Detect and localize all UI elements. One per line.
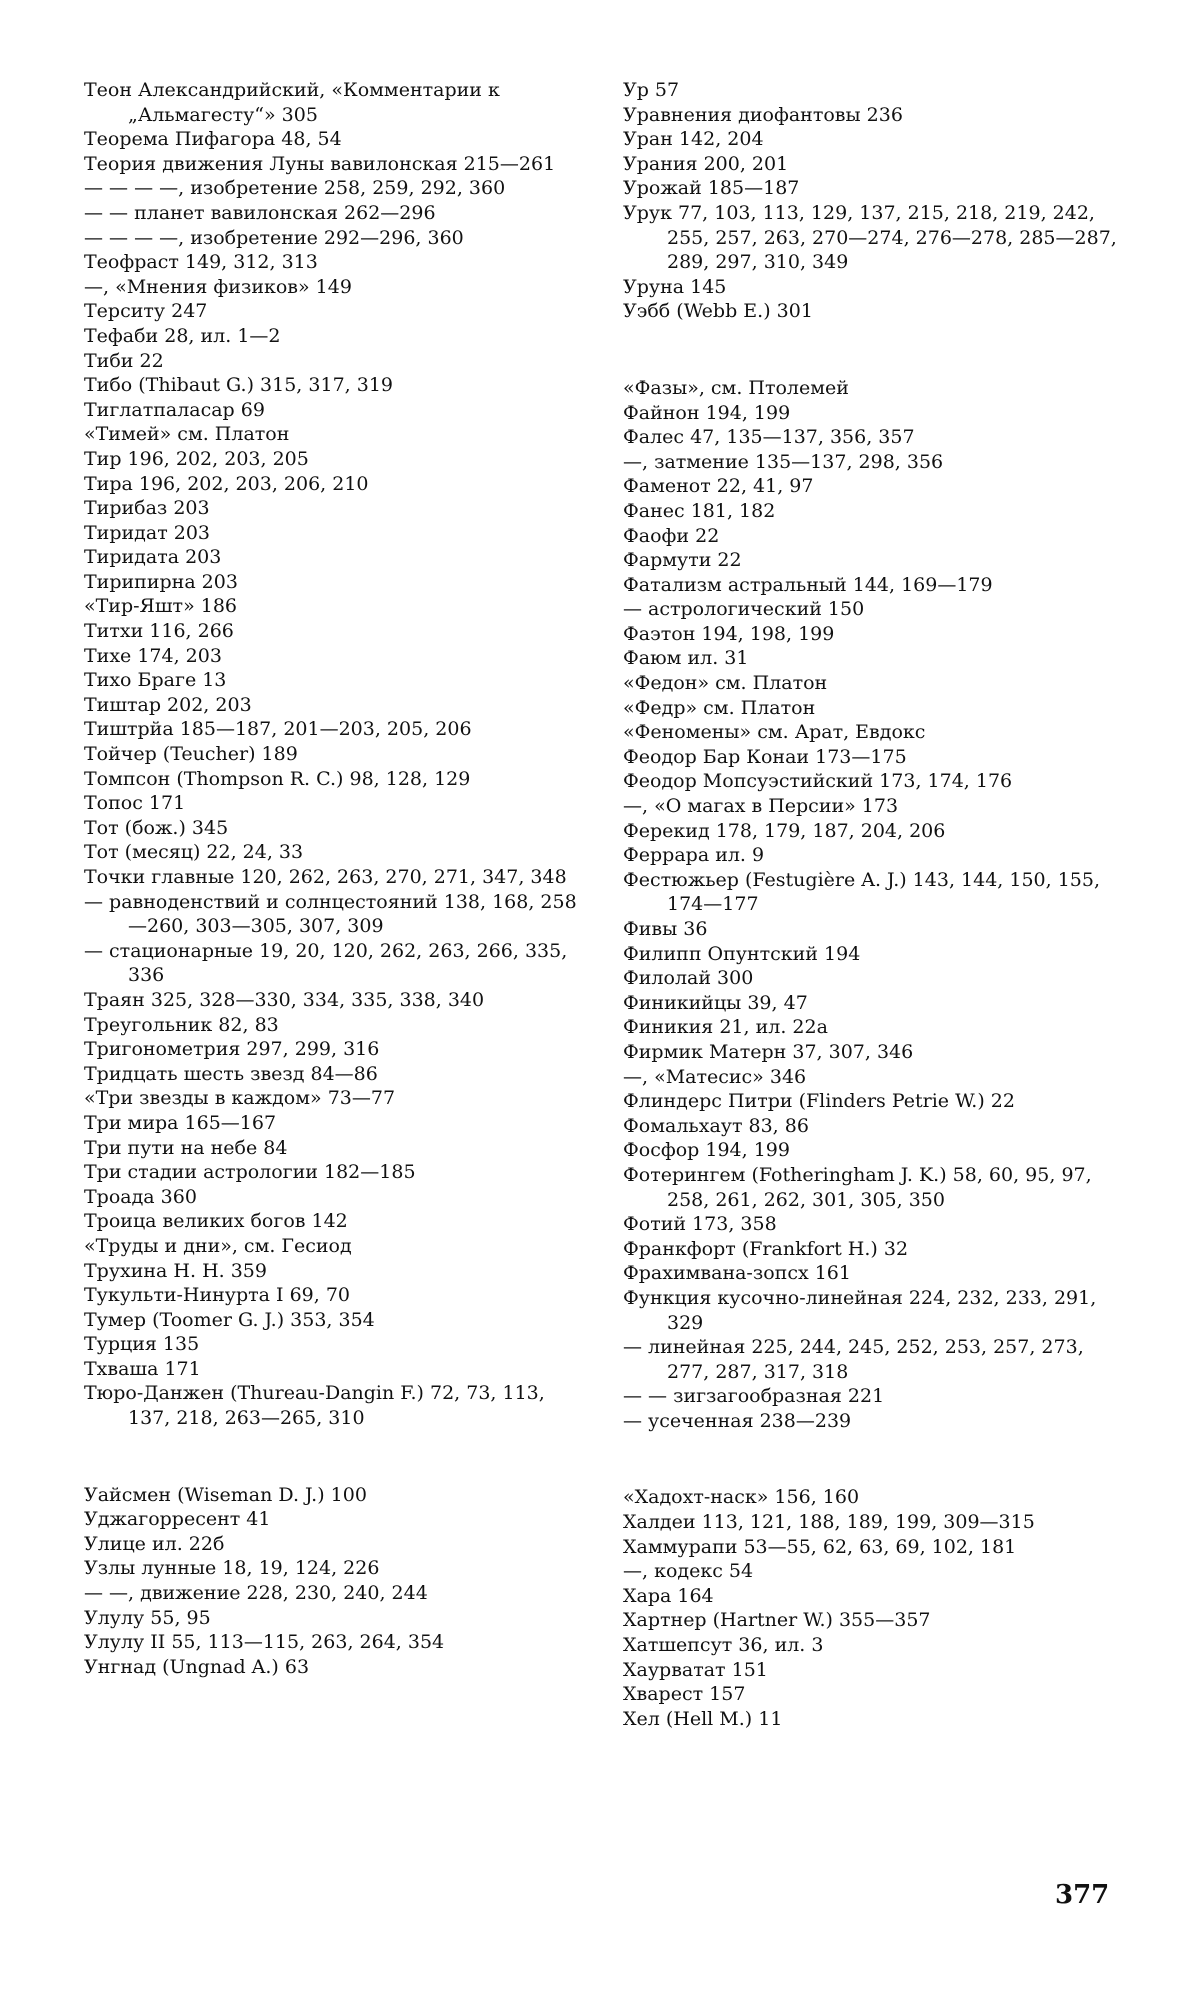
index-entry: Три стадии астрологии 182—185: [84, 1161, 416, 1184]
index-entry: Титхи 116, 266: [84, 620, 234, 643]
index-entry: — — — —, изобретение 258, 259, 292, 360: [84, 177, 506, 200]
index-entry: — усеченная 238—239: [623, 1409, 852, 1432]
index-entry: Тот (бож.) 345: [84, 816, 229, 839]
index-entry: Уэбб (Webb E.) 301: [623, 300, 813, 323]
index-entry: Фомальхаут 83, 86: [623, 1114, 809, 1137]
index-entry: Тридцать шесть звезд 84—86: [84, 1062, 378, 1085]
index-entry: Франкфорт (Frankfort H.) 32: [623, 1237, 909, 1260]
index-entry: Точки главные 120, 262, 263, 270, 271, 347, 348: [84, 866, 567, 888]
index-entry: Фаэтон 194, 198, 199: [623, 622, 835, 645]
index-entry: Тибо (Thibaut G.) 315, 317, 319: [84, 374, 394, 397]
index-entry: Фатализм астральный 144, 169—179: [623, 573, 993, 596]
index-entry: «Федр» см. Платон: [623, 696, 816, 719]
index-entry: Фрахимвана-зопсх 161: [623, 1262, 851, 1285]
index-entry: —, кодекс 54: [623, 1560, 754, 1583]
index-entry: Фирмик Матерн 37, 307, 346: [623, 1040, 914, 1063]
index-entry: Уруна 145: [623, 275, 727, 298]
index-entry: Фивы 36: [623, 918, 708, 940]
index-entry: Хара 164: [623, 1584, 714, 1607]
index-entry: Три мира 165—167: [84, 1111, 277, 1134]
index-entry: — —, движение 228, 230, 240, 244: [84, 1582, 428, 1605]
index-entry: Ур 57: [623, 79, 680, 101]
index-entry: «Фазы», см. Птолемей: [623, 376, 849, 399]
index-entry: Унгнад (Ungnad A.) 63: [84, 1655, 310, 1678]
index-entry: Хел (Hell M.) 11: [623, 1707, 783, 1730]
index-entry: Урожай 185—187: [623, 177, 800, 200]
index-entry: «Тимей» см. Платон: [84, 423, 290, 446]
index-entry: Функция кусочно-линейная 224, 232, 233, 291, 329: [623, 1286, 1103, 1334]
index-entry: «Хадохт-наск» 156, 160: [623, 1486, 860, 1509]
index-entry: Троада 360: [84, 1185, 197, 1208]
section-gap: [84, 1431, 584, 1483]
index-entry: Теорема Пифагора 48, 54: [84, 128, 342, 151]
index-entry: Турция 135: [84, 1333, 200, 1356]
index-column-right: [623, 78, 1123, 1731]
index-entry: Хаммурапи 53—55, 62, 63, 69, 102, 181: [623, 1535, 1017, 1558]
index-entry: —, «Матесис» 346: [623, 1065, 807, 1088]
index-entry: Филипп Опунтский 194: [623, 942, 861, 965]
index-entry: Улулу 55, 95: [84, 1606, 211, 1629]
index-entry: Финикийцы 39, 47: [623, 991, 808, 1014]
index-entry: — астрологический 150: [623, 598, 865, 621]
index-entry: Тойчер (Teucher) 189: [84, 743, 298, 766]
index-entry: Фотерингем (Fotheringham J. K.) 58, 60, 95, 97, 258, 261, 262, 301, 305, 350: [623, 1163, 1098, 1211]
index-entry: — стационарные 19, 20, 120, 262, 263, 266, 335, 336: [84, 939, 574, 987]
index-entry: Фалес 47, 135—137, 356, 357: [623, 426, 915, 449]
index-entry: Тефаби 28, ил. 1—2: [84, 324, 281, 347]
index-entry: Тиглатпаласар 69: [84, 398, 265, 421]
index-entry: — линейная 225, 244, 245, 252, 253, 257, 273, 277, 287, 317, 318: [623, 1336, 1090, 1383]
index-entry: — — — —, изобретение 292—296, 360: [84, 226, 464, 249]
index-entry: Уджагорресент 41: [84, 1508, 271, 1531]
index-entry: — — планет вавилонская 262—296: [84, 201, 436, 224]
index-entry: Феррара ил. 9: [623, 844, 765, 867]
index-entry: Хварест 157: [623, 1683, 746, 1706]
index-entry: Феодор Мопсуэстийский 173, 174, 176: [623, 770, 1013, 793]
index-entry: Урания 200, 201: [623, 152, 789, 175]
index-entry: Траян 325, 328—330, 334, 335, 338, 340: [84, 988, 485, 1011]
index-entry: Тумер (Toomer G. J.) 353, 354: [84, 1308, 375, 1331]
index-entry: Тиридат 203: [84, 521, 211, 544]
index-entry: «Труды и дни», см. Гесиод: [84, 1234, 352, 1257]
index-entry: —, «О магах в Персии» 173: [623, 795, 899, 818]
index-entry: Теория движения Луны вавилонская 215—261: [84, 152, 556, 175]
index-entry: Хартнер (Hartner W.) 355—357: [623, 1609, 931, 1632]
index-entry: —, затмение 135—137, 298, 356: [623, 450, 944, 473]
index-entry: Троица великих богов 142: [84, 1210, 348, 1233]
index-entry: Уайсмен (Wiseman D. J.) 100: [84, 1483, 367, 1506]
section-gap: [623, 324, 1123, 376]
index-entry: — — зигзагообразная 221: [623, 1385, 885, 1408]
index-entry: Уран 142, 204: [623, 128, 764, 151]
index-entry: «Тир-Яшт» 186: [84, 595, 237, 618]
index-entry: Халдеи 113, 121, 188, 189, 199, 309—315: [623, 1511, 1035, 1534]
index-entry: Топос 171: [84, 792, 186, 815]
index-entry: Тюро-Данжен (Thureau-Dangin F.) 72, 73, 113, 137, 218, 263—265, 310: [84, 1382, 551, 1430]
index-entry: Фаофи 22: [623, 524, 720, 547]
index-entry: Ферекид 178, 179, 187, 204, 206: [623, 819, 946, 842]
index-entry: Тиридата 203: [84, 546, 222, 569]
index-entry: Теофраст 149, 312, 313: [84, 251, 318, 274]
index-entry: Фармути 22: [623, 549, 742, 572]
index-entry: Фосфор 194, 199: [623, 1139, 790, 1162]
index-entry: Филолай 300: [623, 967, 754, 990]
index-entry: Трухина Н. Н. 359: [84, 1259, 267, 1282]
index-entry: Теон Александрийский, «Комментарии к „Альмагесту“» 305: [84, 79, 506, 126]
index-entry: Хатшепсут 36, ил. 3: [623, 1634, 824, 1657]
index-entry: «Три звезды в каждом» 73—77: [84, 1087, 396, 1110]
index-entry: Фестюжьер (Festugière A. J.) 143, 144, 150, 155, 174—177: [623, 868, 1107, 916]
index-entry: Флиндерс Питри (Flinders Petrie W.) 22: [623, 1090, 1015, 1113]
section-gap: [623, 1433, 1123, 1485]
index-entry: Хаурватат 151: [623, 1658, 768, 1681]
index-entry: Тихе 174, 203: [84, 644, 222, 667]
index-entry: Фанес 181, 182: [623, 499, 776, 522]
index-entry: Тригонометрия 297, 299, 316: [84, 1038, 380, 1061]
index-entry: «Феномены» см. Арат, Евдокс: [623, 721, 926, 744]
index-entry: Финикия 21, ил. 22а: [623, 1016, 828, 1039]
index-entry: Три пути на небе 84: [84, 1136, 288, 1159]
index-entry: Тукульти-Нинурта I 69, 70: [84, 1284, 351, 1307]
index-entry: Узлы лунные 18, 19, 124, 226: [84, 1557, 380, 1580]
index-entry: Тиштар 202, 203: [84, 693, 252, 716]
index-entry: Фаюм ил. 31: [623, 647, 749, 670]
index-entry: Тиштрйа 185—187, 201—203, 205, 206: [84, 718, 472, 741]
index-entry: Томпсон (Thompson R. C.) 98, 128, 129: [84, 767, 471, 790]
index-entry: Тирибаз 203: [84, 497, 210, 520]
index-entry: Тира 196, 202, 203, 206, 210: [84, 472, 369, 495]
index-entry: Треугольник 82, 83: [84, 1013, 279, 1036]
index-entry: Тихо Браге 13: [84, 669, 227, 692]
index-entry: Тирипирна 203: [84, 570, 238, 593]
page-number: 377: [1055, 1880, 1110, 1910]
index-entry: Улулу II 55, 113—115, 263, 264, 354: [84, 1631, 445, 1654]
index-entry: Фотий 173, 358: [623, 1213, 777, 1236]
index-entry: Файнон 194, 199: [623, 401, 791, 424]
index-entry: Урук 77, 103, 113, 129, 137, 215, 218, 219, 242, 255, 257, 263, 270—274, 276—278, 285—287, 289, 297, 310, 349: [623, 201, 1123, 274]
index-entry: «Федон» см. Платон: [623, 672, 828, 695]
index-column-left: [84, 78, 584, 1679]
index-entry: Тхваша 171: [84, 1357, 201, 1380]
index-entry: Фаменот 22, 41, 97: [623, 475, 814, 498]
index-entry: Феодор Бар Конаи 173—175: [623, 745, 907, 768]
index-entry: Уравнения диофантовы 236: [623, 103, 903, 126]
index-entry: Улице ил. 22б: [84, 1532, 225, 1555]
index-entry: Тот (месяц) 22, 24, 33: [84, 841, 304, 864]
index-entry: Терситу 247: [84, 300, 208, 323]
index-entry: — равноденствий и солнцестояний 138, 168, 258—260, 303—305, 307, 309: [84, 890, 577, 938]
index-entry: Тиби 22: [84, 349, 164, 372]
index-entry: —, «Мнения физиков» 149: [84, 275, 352, 298]
index-entry: Тир 196, 202, 203, 205: [84, 447, 309, 470]
